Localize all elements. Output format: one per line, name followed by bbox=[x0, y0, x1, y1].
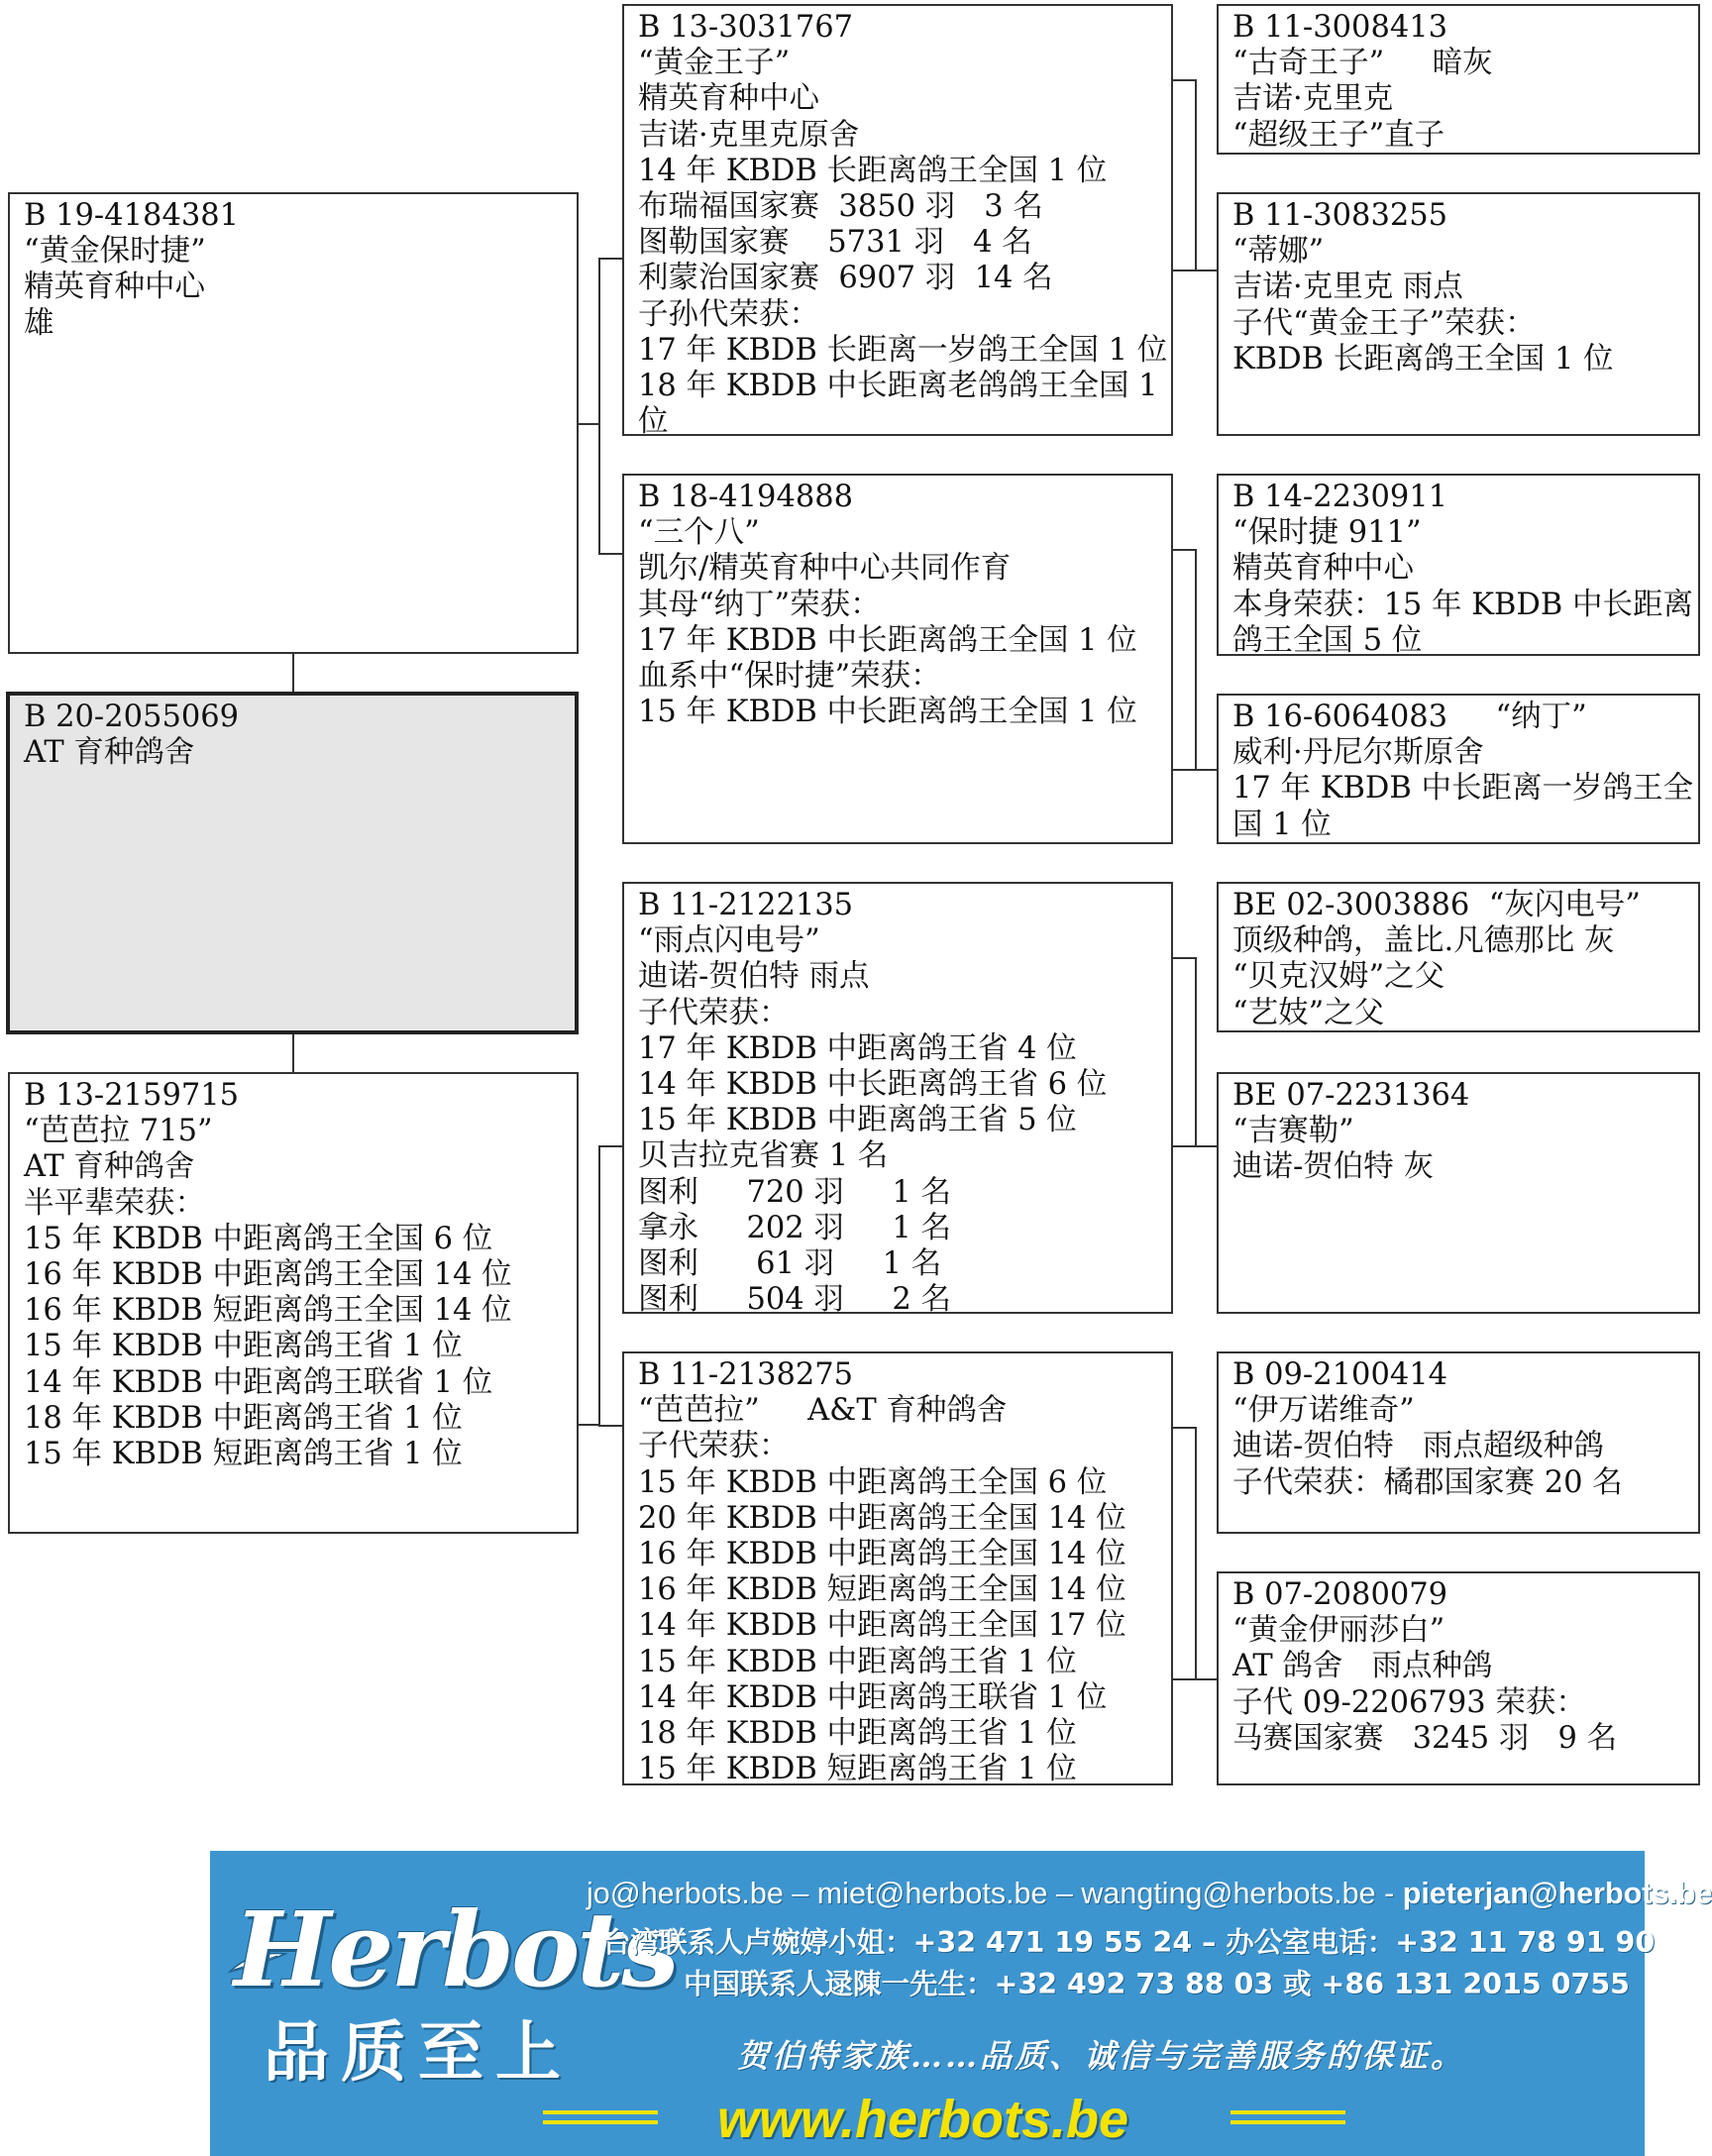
card-line: B 07-2080079 bbox=[1232, 1577, 1448, 1612]
connector-line bbox=[579, 1424, 600, 1426]
card-line: 精英育种中心 bbox=[1232, 551, 1414, 587]
card-line: “超级王子”直子 bbox=[1232, 117, 1445, 153]
card-line: 15 年 KBDB 短距离鸽王省 1 位 bbox=[24, 1437, 463, 1472]
card-line: 位 bbox=[638, 404, 669, 440]
card-line: “芭芭拉 715” bbox=[24, 1114, 213, 1149]
email-link[interactable]: pieterjan@herbots.be bbox=[1402, 1877, 1712, 1910]
email-separator: – bbox=[1047, 1877, 1082, 1910]
card-line: “雨点闪电号” bbox=[638, 923, 820, 959]
connector-line bbox=[1173, 1678, 1217, 1680]
card-line: 16 年 KBDB 短距离鸽王全国 14 位 bbox=[24, 1293, 512, 1329]
tagline: 贺伯特家族……品质、诚信与完善服务的保证。 bbox=[737, 2037, 1466, 2075]
card-line: B 20-2055069 bbox=[24, 700, 240, 734]
subject-card bbox=[6, 692, 579, 1034]
card-line: B 11-3008413 bbox=[1232, 10, 1448, 45]
card-line: “黄金王子” bbox=[638, 46, 791, 81]
connector-line bbox=[1173, 1145, 1217, 1147]
card-line: 17 年 KBDB 中长距离鸽王全国 1 位 bbox=[638, 622, 1137, 658]
decor-line bbox=[1230, 2120, 1345, 2124]
sd-sire-card bbox=[1217, 474, 1700, 656]
card-line: 子孙代荣获： bbox=[638, 296, 819, 332]
card-line: 15 年 KBDB 短距离鸽王省 1 位 bbox=[638, 1752, 1077, 1787]
sd-dam-card bbox=[1217, 694, 1700, 844]
card-line: KBDB 长距离鸽王全国 1 位 bbox=[1232, 341, 1614, 377]
connector-line bbox=[1195, 549, 1197, 771]
card-line: 14 年 KBDB 中距离鸽王全国 17 位 bbox=[638, 1608, 1126, 1644]
card-line: BE 07-2231364 bbox=[1232, 1078, 1470, 1113]
card-line: 15 年 KBDB 中距离鸽王全国 6 位 bbox=[24, 1221, 493, 1256]
email-separator: - bbox=[1375, 1877, 1403, 1910]
card-line: “蒂娜” bbox=[1232, 234, 1325, 270]
card-line: 17 年 KBDB 长距离一岁鸽王全国 1 位 bbox=[638, 332, 1168, 368]
card-line: 迪诺-贺伯特 雨点超级种鸽 bbox=[1232, 1429, 1604, 1464]
connector-line bbox=[1173, 769, 1217, 771]
card-line: 15 年 KBDB 中长距离鸽王全国 1 位 bbox=[638, 695, 1137, 730]
contact-taiwan: 台湾联系人卢婉婷小姐：+32 471 19 55 24 – 办公室电话：+32 11 78 91 90 bbox=[602, 1926, 1656, 1959]
card-line: 图利 504 羽 2 名 bbox=[638, 1282, 951, 1318]
connector-line bbox=[1173, 1427, 1197, 1429]
card-line: AT 育种鸽舍 bbox=[24, 1149, 195, 1185]
connector-line bbox=[1173, 549, 1197, 551]
card-line: 顶级种鸽，盖比.凡德那比 灰 bbox=[1232, 923, 1615, 959]
card-line: 图勒国家赛 5731 羽 4 名 bbox=[638, 225, 1032, 261]
card-line: 18 年 KBDB 中距离鸽王省 1 位 bbox=[24, 1400, 463, 1436]
email-separator: – bbox=[783, 1877, 817, 1910]
card-line: “伊万诺维奇” bbox=[1232, 1393, 1415, 1429]
connector-line bbox=[598, 258, 600, 555]
card-line: 贝吉拉克省赛 1 名 bbox=[638, 1138, 889, 1174]
connector-line bbox=[1173, 957, 1197, 959]
card-line: 18 年 KBDB 中长距离老鸽鸽王全国 1 bbox=[638, 369, 1158, 404]
card-line: 其母“纳丁”荣获： bbox=[638, 587, 881, 622]
connector-line bbox=[579, 423, 600, 425]
card-line: 精英育种中心 bbox=[638, 81, 819, 117]
herbots-logo: Herbots bbox=[234, 1888, 677, 2010]
card-line: 吉诺·克里克 bbox=[1232, 81, 1394, 117]
herbots-banner bbox=[210, 1851, 1712, 2156]
card-line: AT 鸽舍 雨点种鸽 bbox=[1232, 1649, 1493, 1684]
card-line: 吉诺·克里克原舍 bbox=[638, 117, 860, 153]
ss-dam-card bbox=[1217, 192, 1700, 436]
card-line: 17 年 KBDB 中距离鸽王省 4 位 bbox=[638, 1030, 1077, 1066]
card-line: B 19-4184381 bbox=[24, 198, 240, 233]
card-line: 鸽王全国 5 位 bbox=[1232, 622, 1423, 658]
card-line: 14 年 KBDB 中距离鸽王联省 1 位 bbox=[638, 1679, 1108, 1715]
card-line: 16 年 KBDB 短距离鸽王全国 14 位 bbox=[638, 1572, 1126, 1608]
card-line: “芭芭拉” A&T 育种鸽舍 bbox=[638, 1393, 1008, 1429]
card-line: B 11-2138275 bbox=[638, 1357, 854, 1392]
sire-dam-card bbox=[622, 474, 1173, 844]
card-line: 马赛国家赛 3245 羽 9 名 bbox=[1232, 1720, 1618, 1756]
card-line: B 11-2122135 bbox=[638, 888, 854, 922]
card-line: 子代荣获： bbox=[638, 995, 790, 1030]
card-line: 子代 09-2206793 荣获： bbox=[1232, 1684, 1586, 1720]
email-link[interactable]: jo@herbots.be bbox=[587, 1877, 784, 1910]
card-line: 15 年 KBDB 中距离鸽王全国 6 位 bbox=[638, 1464, 1108, 1500]
connector-line bbox=[1195, 1427, 1197, 1680]
card-line: AT 育种鸽舍 bbox=[24, 735, 195, 771]
connector-line bbox=[292, 654, 294, 692]
decor-line bbox=[543, 2120, 658, 2124]
email-link[interactable]: miet@herbots.be bbox=[816, 1877, 1048, 1910]
card-line: “艺妓”之父 bbox=[1232, 995, 1385, 1030]
connector-line bbox=[1195, 957, 1197, 1147]
connector-line bbox=[292, 1034, 294, 1072]
card-line: 14 年 KBDB 中距离鸽王联省 1 位 bbox=[24, 1364, 493, 1400]
card-line: B 16-6064083 “纳丁” bbox=[1232, 700, 1587, 734]
card-line: “黄金保时捷” bbox=[24, 234, 206, 270]
card-line: 拿永 202 羽 1 名 bbox=[638, 1210, 951, 1245]
card-line: 威利·丹尼尔斯原舍 bbox=[1232, 735, 1484, 771]
card-line: 子代“黄金王子”荣获： bbox=[1232, 305, 1536, 341]
decor-line bbox=[543, 2110, 658, 2114]
dam-dam-card bbox=[622, 1351, 1173, 1785]
card-line: 利蒙治国家赛 6907 羽 14 名 bbox=[638, 261, 1053, 296]
connector-line bbox=[598, 1425, 622, 1427]
website-link[interactable]: www.herbots.be bbox=[717, 2090, 1129, 2149]
card-line: B 13-3031767 bbox=[638, 10, 854, 45]
card-line: 15 年 KBDB 中距离鸽王省 1 位 bbox=[638, 1644, 1077, 1679]
card-line: B 09-2100414 bbox=[1232, 1357, 1448, 1392]
ds-sire-card bbox=[1217, 882, 1700, 1032]
email-link[interactable]: wangting@herbots.be bbox=[1081, 1877, 1376, 1910]
dd-dam-card bbox=[1217, 1571, 1700, 1785]
connector-line bbox=[1173, 270, 1217, 271]
card-line: B 18-4194888 bbox=[638, 480, 854, 514]
ss-sire-card bbox=[1217, 4, 1700, 155]
connector-line bbox=[598, 1145, 600, 1427]
sire-card bbox=[8, 192, 579, 654]
card-line: 子代荣获：橘郡国家赛 20 名 bbox=[1232, 1464, 1623, 1500]
card-line: 16 年 KBDB 中距离鸽王全国 14 位 bbox=[24, 1257, 512, 1293]
card-line: 本身荣获：15 年 KBDB 中长距离 bbox=[1232, 587, 1693, 622]
card-line: 迪诺-贺伯特 雨点 bbox=[638, 959, 870, 995]
card-line: 17 年 KBDB 中长距离一岁鸽王全 bbox=[1232, 771, 1693, 807]
card-line: 图利 720 羽 1 名 bbox=[638, 1174, 951, 1210]
card-line: “保时捷 911” bbox=[1232, 515, 1422, 551]
card-line: B 13-2159715 bbox=[24, 1078, 240, 1113]
connector-line bbox=[1173, 79, 1197, 81]
card-line: 迪诺-贺伯特 灰 bbox=[1232, 1149, 1435, 1185]
card-line: “吉赛勒” bbox=[1232, 1114, 1354, 1149]
card-line: 血系中“保时捷”荣获： bbox=[638, 659, 941, 695]
card-line: “黄金伊丽莎白” bbox=[1232, 1613, 1445, 1649]
card-line: 图利 61 羽 1 名 bbox=[638, 1246, 942, 1282]
connector-line bbox=[598, 553, 622, 555]
card-line: 15 年 KBDB 中距离鸽王省 1 位 bbox=[24, 1329, 463, 1364]
connector-line bbox=[598, 258, 622, 260]
sire-sire-card bbox=[622, 4, 1173, 440]
card-line: 半平辈荣获： bbox=[24, 1185, 205, 1221]
card-line: “贝克汉姆”之父 bbox=[1232, 959, 1445, 995]
decor-line bbox=[1230, 2110, 1345, 2114]
card-line: B 14-2230911 bbox=[1232, 480, 1448, 514]
card-line: “三个八” bbox=[638, 515, 760, 551]
card-line: 14 年 KBDB 长距离鸽王全国 1 位 bbox=[638, 153, 1108, 188]
card-line: BE 02-3003886 “灰闪电号” bbox=[1232, 888, 1641, 922]
card-line: 凯尔/精英育种中心共同作育 bbox=[638, 551, 1012, 587]
card-line: 20 年 KBDB 中距离鸽王全国 14 位 bbox=[638, 1500, 1126, 1536]
contact-china: 中国联系人逯陳一先生：+32 492 73 88 03 或 +86 131 2015 0755 bbox=[684, 1968, 1630, 2000]
dd-sire-card bbox=[1217, 1351, 1700, 1534]
card-line: 15 年 KBDB 中距离鸽王省 5 位 bbox=[638, 1103, 1077, 1138]
card-line: 子代荣获： bbox=[638, 1429, 790, 1464]
connector-line bbox=[1195, 79, 1197, 271]
card-line: 布瑞福国家赛 3850 羽 3 名 bbox=[638, 189, 1043, 225]
connector-line bbox=[598, 1145, 622, 1147]
card-line: 雄 bbox=[24, 305, 54, 341]
card-line: B 11-3083255 bbox=[1232, 198, 1448, 233]
card-line: “古奇王子” 暗灰 bbox=[1232, 46, 1493, 81]
card-line: 精英育种中心 bbox=[24, 270, 205, 305]
dam-card bbox=[8, 1072, 579, 1534]
dam-sire-card bbox=[622, 882, 1173, 1318]
card-line: 16 年 KBDB 中距离鸽王全国 14 位 bbox=[638, 1537, 1126, 1572]
ds-dam-card bbox=[1217, 1072, 1700, 1314]
card-line: 18 年 KBDB 中距离鸽王省 1 位 bbox=[638, 1716, 1077, 1752]
email-list bbox=[587, 1877, 1712, 1911]
card-line: 吉诺·克里克 雨点 bbox=[1232, 270, 1463, 305]
card-line: 14 年 KBDB 中长距离鸽王省 6 位 bbox=[638, 1067, 1108, 1103]
card-line: 国 1 位 bbox=[1232, 807, 1332, 842]
slogan: 品质至上 bbox=[264, 2014, 573, 2091]
